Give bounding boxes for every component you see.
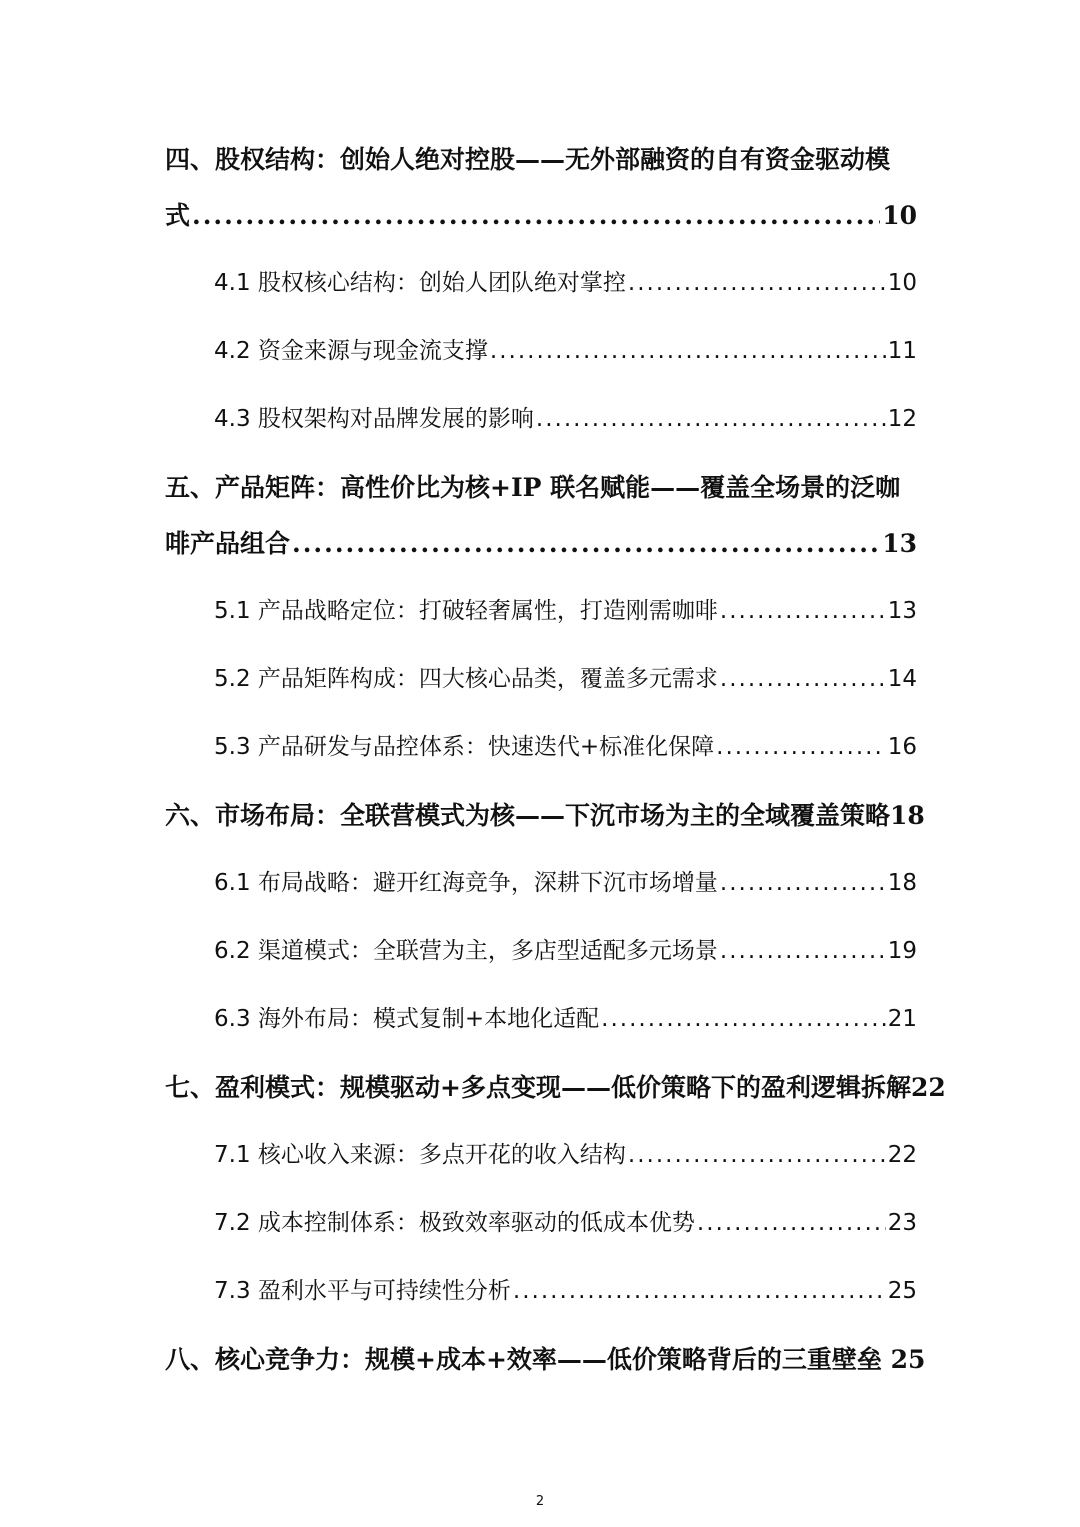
toc-page-number: 12	[887, 406, 917, 432]
toc-section-4-line2[interactable]: 式 ..... 10	[165, 196, 917, 232]
toc-page-number: 22	[910, 1073, 946, 1102]
toc-item-5-3[interactable]: 5.3 产品研发与品控体系：快速迭代+标准化保障 ..... 16	[214, 728, 917, 761]
toc-page-number: 21	[887, 1006, 917, 1032]
toc-item-7-1[interactable]: 7.1 核心收入来源：多点开花的收入结构 ..... 22	[214, 1136, 917, 1169]
toc-page-number: 23	[887, 1210, 917, 1236]
leader-dots	[628, 270, 886, 296]
toc-page-number: 18	[890, 801, 925, 830]
toc-page-number: 19	[887, 938, 917, 964]
leader-dots	[601, 1006, 886, 1032]
toc-page-number: 25	[887, 1278, 917, 1304]
leader-dots	[720, 870, 886, 896]
toc-page-number: 10	[887, 270, 917, 296]
toc-section-7[interactable]: 七、盈利模式：规模驱动+多点变现——低价策略下的盈利逻辑拆解22	[165, 1073, 946, 1102]
leader-dots	[697, 1210, 886, 1236]
toc-item-4-3[interactable]: 4.3 股权架构对品牌发展的影响 ..... 12	[214, 400, 917, 433]
toc-section-5-line2[interactable]: 啡产品组合 ..... 13	[165, 524, 917, 560]
leader-dots	[536, 406, 886, 432]
toc-item-6-3[interactable]: 6.3 海外布局：模式复制+本地化适配 ..... 21	[214, 1000, 917, 1033]
leader-dots	[628, 1142, 886, 1168]
toc-section-4-line1[interactable]: 四、股权结构：创始人绝对控股——无外部融资的自有资金驱动模	[165, 145, 891, 174]
toc-item-6-1[interactable]: 6.1 布局战略：避开红海竞争，深耕下沉市场增量 ..... 18	[214, 864, 917, 897]
toc-section-5-line1[interactable]: 五、产品矩阵：高性价比为核+IP 联名赋能——覆盖全场景的泛咖	[165, 473, 901, 502]
toc-item-7-3[interactable]: 7.3 盈利水平与可持续性分析 ..... 25	[214, 1272, 917, 1305]
toc-page-number: 16	[887, 734, 917, 760]
toc-item-5-2[interactable]: 5.2 产品矩阵构成：四大核心品类，覆盖多元需求 ..... 14	[214, 660, 917, 693]
toc-section-6[interactable]: 六、市场布局：全联营模式为核——下沉市场为主的全域覆盖策略18	[165, 801, 925, 830]
leader-dots	[292, 529, 880, 558]
toc-page-number: 13	[882, 529, 917, 558]
toc-page-number: 25	[890, 1345, 926, 1374]
leader-dots	[720, 938, 886, 964]
toc-item-4-2[interactable]: 4.2 资金来源与现金流支撑 ..... 11	[214, 332, 917, 365]
toc-item-4-1[interactable]: 4.1 股权核心结构：创始人团队绝对掌控 ..... 10	[214, 264, 917, 297]
toc-item-7-2[interactable]: 7.2 成本控制体系：极致效率驱动的低成本优势 ..... 23	[214, 1204, 917, 1237]
leader-dots	[490, 338, 886, 364]
toc-item-5-1[interactable]: 5.1 产品战略定位：打破轻奢属性，打造刚需咖啡 ..... 13	[214, 592, 917, 625]
toc-page-number: 10	[882, 201, 917, 230]
page-number: 2	[535, 1494, 545, 1509]
leader-dots	[720, 666, 886, 692]
leader-dots	[716, 734, 886, 760]
toc-page-number: 22	[887, 1142, 917, 1168]
toc-page-number: 13	[887, 598, 917, 624]
toc-page-number: 11	[887, 338, 917, 364]
toc-section-8[interactable]: 八、核心竞争力：规模+成本+效率——低价策略背后的三重壁垒 25	[165, 1345, 926, 1374]
leader-dots	[513, 1278, 886, 1304]
leader-dots	[192, 201, 880, 230]
toc-page-number: 18	[887, 870, 917, 896]
toc-page-number: 14	[887, 666, 917, 692]
toc-item-6-2[interactable]: 6.2 渠道模式：全联营为主，多店型适配多元场景 ..... 19	[214, 932, 917, 965]
leader-dots	[720, 598, 886, 624]
